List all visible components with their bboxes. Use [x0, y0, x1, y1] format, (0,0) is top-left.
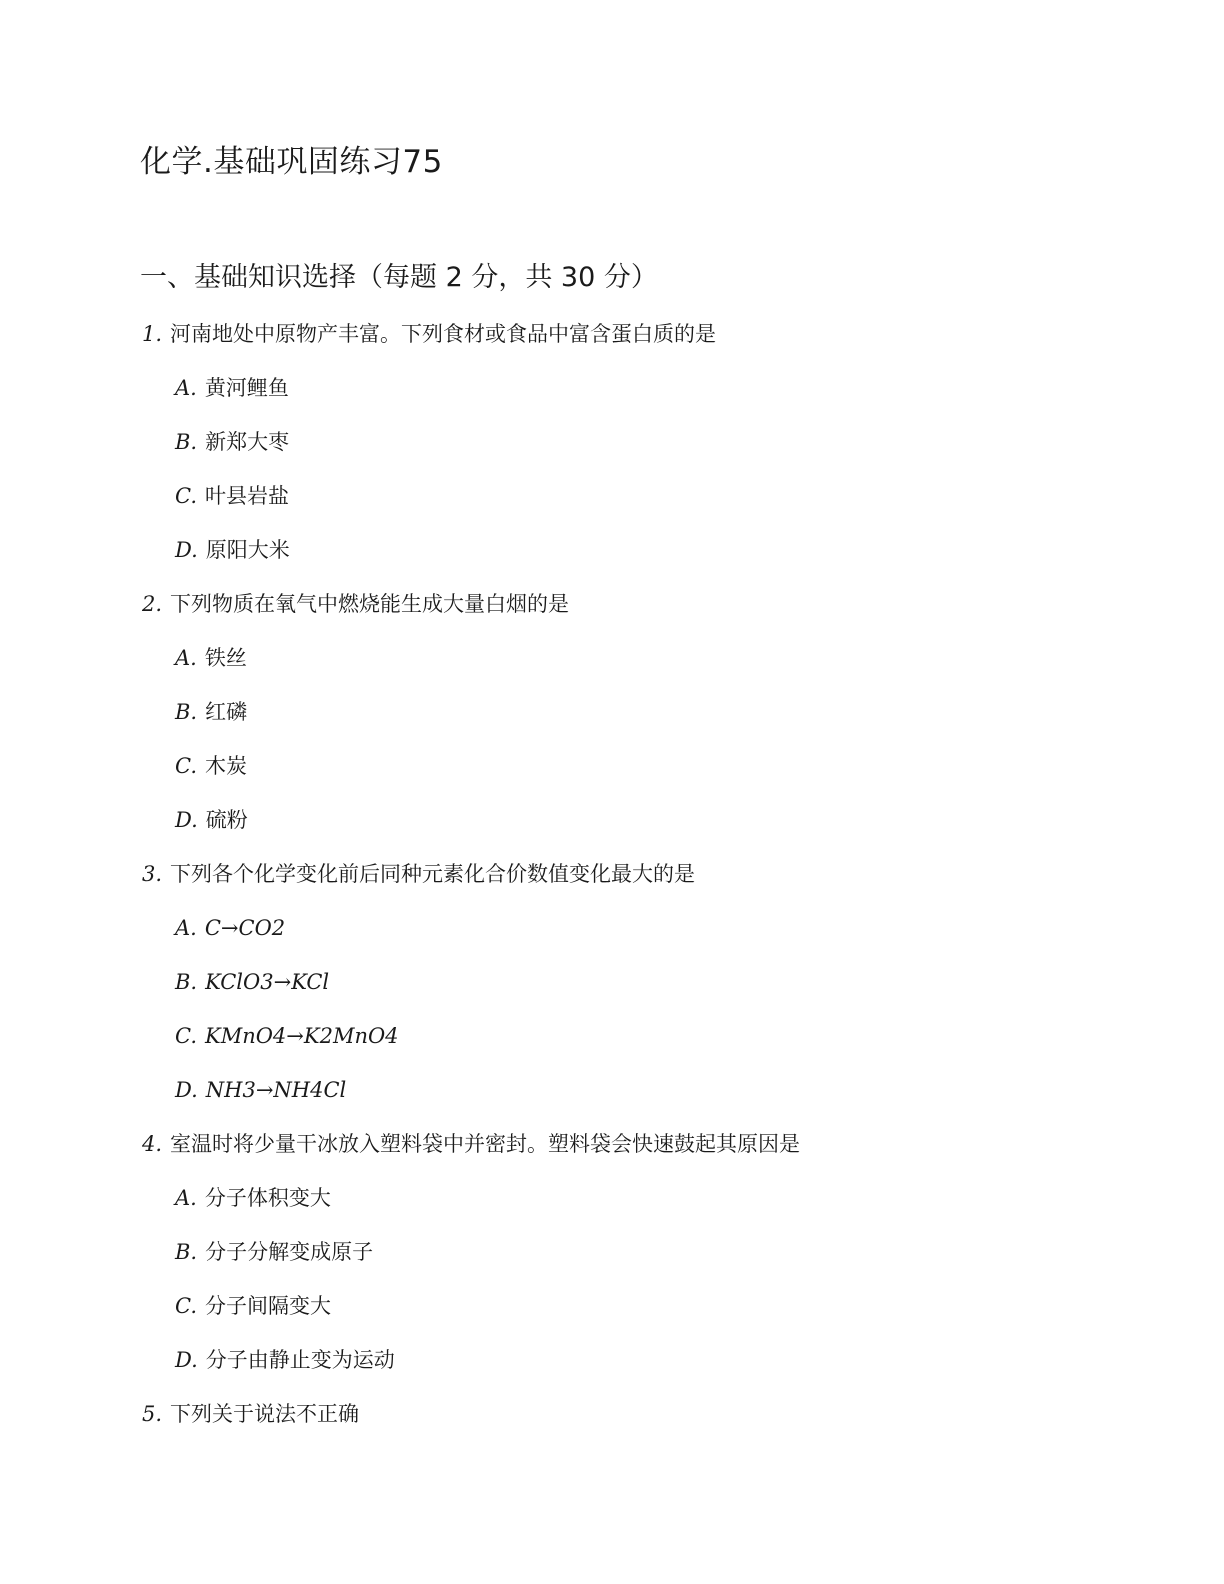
question-text: 河南地处中原物产丰富。下列食材或食品中富含蛋白质的是 [170, 322, 717, 346]
option-text: 分子间隔变大 [205, 1294, 331, 1318]
option-letter: D. [175, 538, 198, 562]
option-letter: A. [175, 376, 197, 400]
question-text: 下列关于说法不正确 [170, 1402, 360, 1426]
option-text: 硫粉 [205, 808, 248, 832]
option-letter: A. [175, 1186, 197, 1210]
answer-option [175, 1346, 395, 1374]
question-text: 室温时将少量干冰放入塑料袋中并密封。塑料袋会快速鼓起其原因是 [170, 1132, 801, 1156]
option-text: NH3→NH4Cl [205, 1078, 347, 1102]
option-text: KMnO4→K2MnO4 [205, 1024, 399, 1048]
option-text: 新郑大枣 [205, 430, 290, 454]
page-title: 化学.基础巩固练习75 [140, 144, 443, 180]
answer-option [175, 1022, 399, 1050]
answer-option [175, 806, 248, 834]
option-text: 原阳大米 [205, 538, 290, 562]
option-letter: C. [175, 484, 197, 508]
option-letter: B. [175, 1240, 198, 1264]
question-number: 5. [142, 1402, 163, 1426]
option-letter: B. [175, 700, 198, 724]
option-text: 叶县岩盐 [205, 484, 289, 508]
answer-option [175, 644, 247, 672]
option-text: 分子分解变成原子 [205, 1240, 374, 1264]
section-heading: 一、基础知识选择（每题 2 分，共 30 分） [140, 262, 658, 293]
question-number: 4. [142, 1132, 163, 1156]
answer-option [175, 1184, 331, 1212]
answer-option [175, 1292, 331, 1320]
option-letter: D. [175, 1078, 198, 1102]
answer-option [175, 1238, 373, 1266]
option-text: KClO3→KCl [205, 970, 330, 994]
option-text: 分子体积变大 [204, 1186, 331, 1210]
question-text: 下列各个化学变化前后同种元素化合价数值变化最大的是 [170, 862, 696, 886]
answer-option [175, 752, 247, 780]
answer-option [175, 914, 285, 942]
option-text: 铁丝 [204, 646, 247, 670]
option-letter: A. [175, 916, 197, 940]
question-stem [142, 590, 569, 618]
option-text: 木炭 [205, 754, 247, 778]
answer-option [175, 1076, 346, 1104]
answer-option [175, 536, 290, 564]
question-number: 2. [142, 592, 163, 616]
answer-option [175, 428, 289, 456]
option-text: 黄河鲤鱼 [204, 376, 289, 400]
answer-option [175, 374, 289, 402]
option-letter: C. [175, 754, 197, 778]
question-stem [142, 860, 695, 888]
question-number: 3. [142, 862, 163, 886]
answer-option [175, 698, 247, 726]
option-letter: C. [175, 1294, 197, 1318]
option-letter: B. [175, 430, 198, 454]
option-letter: A. [175, 646, 197, 670]
option-letter: C. [175, 1024, 197, 1048]
question-stem [142, 320, 716, 348]
question-stem [142, 1130, 800, 1158]
question-stem [142, 1400, 359, 1428]
option-text: C→CO2 [204, 916, 286, 940]
option-letter: B. [175, 970, 198, 994]
option-text: 红磷 [205, 700, 248, 724]
option-text: 分子由静止变为运动 [205, 1348, 395, 1372]
option-letter: D. [175, 1348, 198, 1372]
question-text: 下列物质在氧气中燃烧能生成大量白烟的是 [170, 592, 570, 616]
question-number: 1. [142, 322, 163, 346]
answer-option [175, 482, 289, 510]
option-letter: D. [175, 808, 198, 832]
answer-option [175, 968, 329, 996]
